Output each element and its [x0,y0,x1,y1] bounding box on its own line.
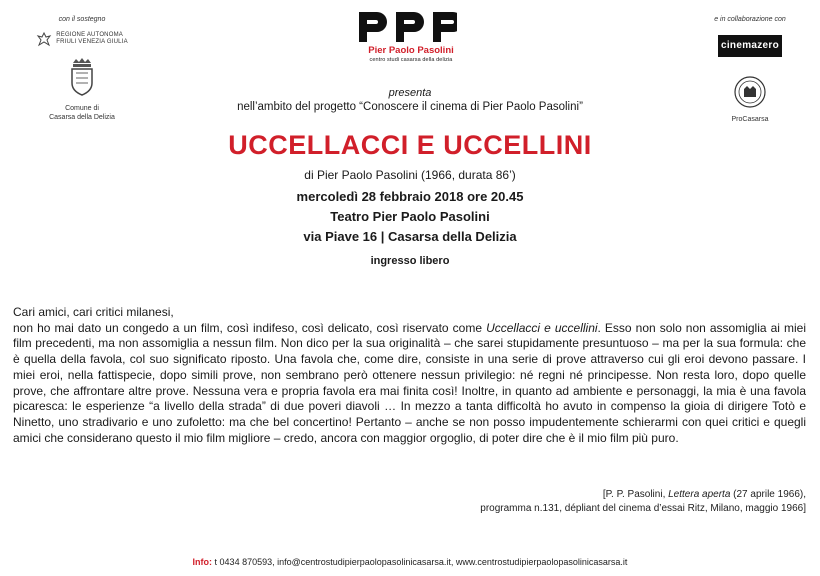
presenta-text: presenta [388,87,432,99]
cinemazero-logo: cinemazero [718,35,782,57]
letter-greeting: Cari amici, cari critici milanesi, [13,305,174,319]
support-label: con il sostegno [58,16,106,23]
film-title: UCCELLACCI E UCCELLINI [228,130,592,160]
project-line: nell’ambito del progetto “Conoscere il cinema di Pier Paolo Pasolini” [237,101,583,113]
procasarsa-label: ProCasarsa [731,116,769,123]
ppp-subtitle: centro studi casarsa della delizia [369,57,453,63]
comune-line2: Casarsa della Delizia [49,114,115,121]
ppp-letters-icon [352,10,470,44]
ppp-logo [352,10,470,63]
info-contacts: t 0434 870593, info@centrostudipierpaolopasolinicasarsa.it, www.centrostudipierpaolopasolinicasarsa.it [212,557,628,567]
letter-body: non ho mai dato un congedo a un film, così indifeso, così delicato, così riservato come Uccellacci e uccellini. Esso non solo non assomiglia ai miei film precedenti, ma non assomiglia a nessun film. Non dico per la sua originalità – che sarei stupidamente presuntuoso – ma per la sua formula: che è quella della favola, col suo significato riposto. Una favola che, come dire, consiste in una serie di prove attraverso cui gli eroi devono passare. I miei eroi, nella fattispecie, dopo simili prove, non sembrano però ottenere nessun privilegio: né regni né principesse. Non resta loro, dopo quelle prove, che affrontare altre prove. Nessuna vera e propria favola era mai finita così! Inoltre, in quanto ad ambiente e personaggi, la mia è una favola picaresca: le esperienze “a livello della strada” di due poveri diavoli … In mezzo a tanta difficoltà ho avuto in compenso la gioia di dirigere Totò e Ninetto, uno stradivario e uno zufoletto: ma che bel concertino! Pertanto – anche se non posso impudentemente schierarmi con quei critici e quegli amici che considerano questo il mio film migliore – credo, ancora con maggior orgoglio, di poter dire che è il mio film più puro. [13,320,807,445]
letter-film-title: Uccellacci e uccellini [486,320,598,335]
citation [380,488,806,516]
ppp-brand: Pier Paolo Pasolini [368,45,454,56]
region-logo [22,31,142,47]
citation-line2: programma n.131, dépliant del cinema d’essai Ritz, Milano, maggio 1966] [480,503,806,514]
citation-line1: [P. P. Pasolini, Lettera aperta (27 aprile 1966), [602,489,806,500]
event-date: mercoledì 28 febbraio 2018 ore 20.45 [296,189,524,204]
footer-info [0,557,820,567]
region-line1: REGIONE AUTONOMA [56,32,123,38]
info-label: Info: [192,557,213,567]
region-line2: FRIULI VENEZIA GIULIA [56,39,128,45]
collab-label: e in collaborazione con [714,16,786,23]
letter-text [13,305,806,446]
eagle-icon [36,31,52,47]
event-venue: Teatro Pier Paolo Pasolini [330,209,490,224]
film-subtitle: di Pier Paolo Pasolini (1966, durata 86’) [304,168,516,182]
event-address: via Piave 16 | Casarsa della Delizia [303,229,517,244]
entry-info: ingresso libero [370,255,450,267]
comune-line1: Comune di [65,105,99,112]
